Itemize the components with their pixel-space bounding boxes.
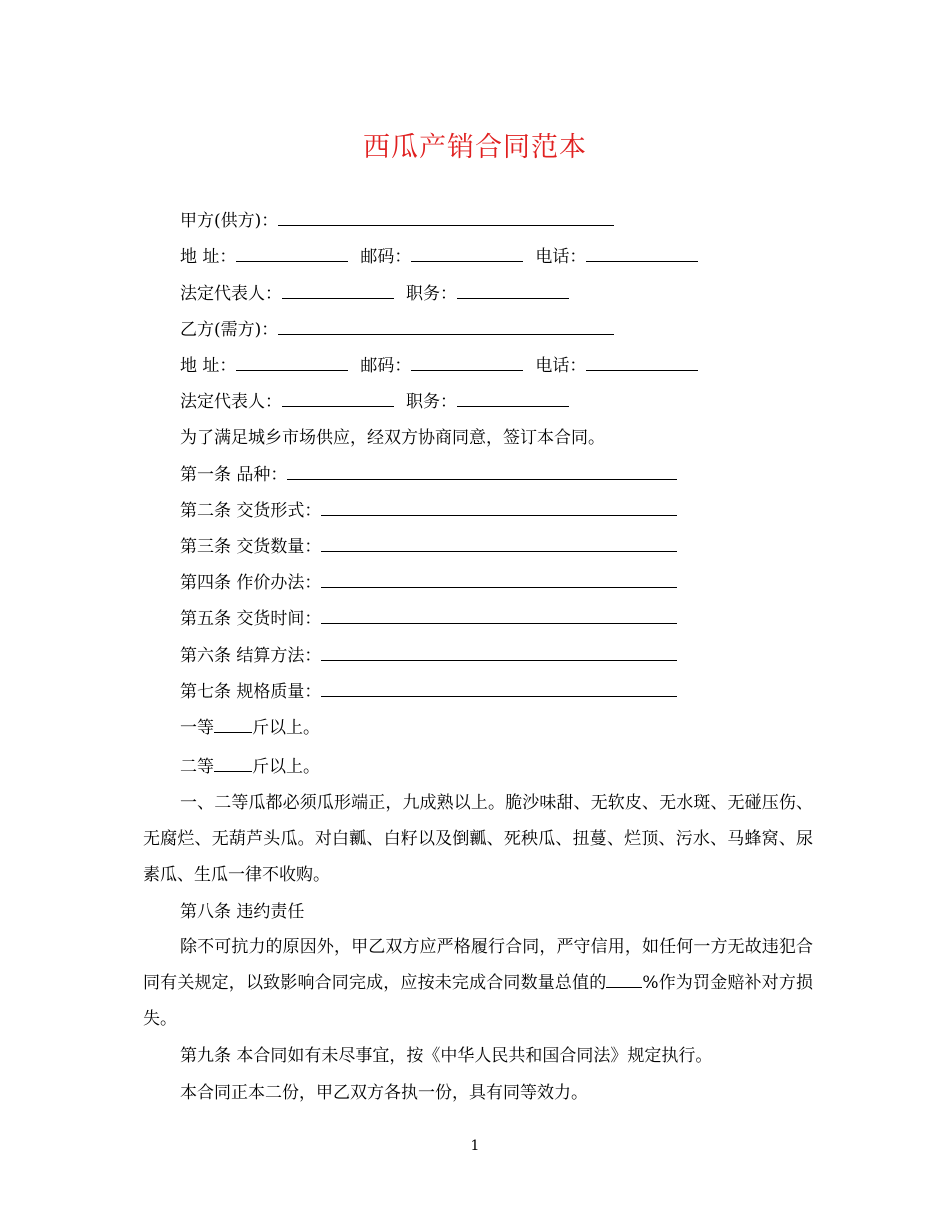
article-3-line bbox=[180, 535, 677, 559]
party-a-rep-label: 法定代表人： bbox=[180, 284, 282, 304]
article-2-line bbox=[180, 499, 677, 523]
party-a-name-blank[interactable] bbox=[278, 209, 614, 226]
article-6-label: 第六条 结算方法： bbox=[180, 646, 322, 666]
party-b-postcode-label: 邮码： bbox=[360, 356, 412, 376]
article-8-title: 第八条 违约责任 bbox=[180, 902, 305, 922]
intro-text: 为了满足城乡市场供应，经双方协商同意，签订本合同。 bbox=[180, 428, 605, 448]
grade-1-line bbox=[180, 716, 320, 740]
article-4-label: 第四条 作价办法： bbox=[180, 573, 322, 593]
party-b-phone-label: 电话： bbox=[535, 356, 587, 376]
party-b-phone-blank[interactable] bbox=[586, 354, 698, 371]
article-5-label: 第五条 交货时间： bbox=[180, 609, 322, 629]
grade-1-suffix: 斤以上。 bbox=[252, 718, 320, 738]
article-8-paragraph bbox=[143, 929, 813, 1037]
article-5-blank[interactable] bbox=[321, 607, 677, 624]
party-a-postcode-blank[interactable] bbox=[411, 245, 523, 262]
article-4-line bbox=[180, 571, 677, 595]
grade-2-suffix: 斤以上。 bbox=[252, 757, 320, 777]
party-a-position-label: 职务： bbox=[406, 284, 457, 304]
party-a-phone-label: 电话： bbox=[535, 247, 587, 267]
party-a-position-blank[interactable] bbox=[457, 282, 569, 299]
party-b-rep-line bbox=[180, 390, 569, 414]
party-b-postcode-blank[interactable] bbox=[411, 354, 523, 371]
article-6-line bbox=[180, 644, 677, 668]
grade-1-blank[interactable] bbox=[214, 716, 252, 733]
party-b-rep-label: 法定代表人： bbox=[180, 392, 282, 412]
article-3-blank[interactable] bbox=[321, 535, 677, 552]
article-1-blank[interactable] bbox=[287, 463, 677, 480]
party-b-name-blank[interactable] bbox=[278, 318, 614, 335]
article-3-label: 第三条 交货数量： bbox=[180, 537, 322, 557]
party-a-address-label: 地 址： bbox=[180, 247, 237, 267]
quality-paragraph: 一、二等瓜都必须瓜形端正，九成熟以上。脆沙味甜、无软皮、无水斑、无碰压伤、无腐烂、无葫芦头瓜。对白瓤、白籽以及倒瓤、死秧瓜、扭蔓、烂顶、污水、马蜂窝、尿素瓜、生瓜一律不收购。 bbox=[143, 793, 813, 885]
party-b-address-line bbox=[180, 354, 698, 378]
article-1-line bbox=[180, 463, 677, 487]
article-1-label: 第一条 品种： bbox=[180, 465, 288, 485]
party-a-rep-blank[interactable] bbox=[282, 282, 394, 299]
article-7-label: 第七条 规格质量： bbox=[180, 682, 322, 702]
article-7-line bbox=[180, 680, 677, 704]
article-2-label: 第二条 交货形式： bbox=[180, 501, 322, 521]
party-a-phone-blank[interactable] bbox=[586, 245, 698, 262]
party-a-name-label: 甲方(供方)： bbox=[180, 211, 279, 231]
grade-2-blank[interactable] bbox=[214, 755, 252, 772]
article-8-text-after: %作为罚金赔补对方损失。 bbox=[143, 973, 814, 1029]
party-b-name-line bbox=[180, 318, 614, 342]
page-title: 西瓜产销合同范本 bbox=[363, 132, 587, 163]
grade-1-prefix: 一等 bbox=[180, 718, 214, 738]
party-b-position-label: 职务： bbox=[406, 392, 457, 412]
party-a-name-line bbox=[180, 209, 614, 233]
article-7-blank[interactable] bbox=[321, 680, 677, 697]
party-b-name-label: 乙方(需方)： bbox=[180, 320, 279, 340]
article-4-blank[interactable] bbox=[321, 571, 677, 588]
article-5-line bbox=[180, 607, 677, 631]
grade-2-line bbox=[180, 755, 320, 779]
article-8-percent-blank[interactable] bbox=[606, 971, 642, 988]
party-a-rep-line bbox=[180, 282, 569, 306]
party-a-address-blank[interactable] bbox=[236, 245, 348, 262]
article-8-text-before: 除不可抗力的原因外，甲乙双方应严格履行合同，严守信用，如任何一方无故违犯合同有关规定，以致影响合同完成，应按未完成合同数量总值的 bbox=[143, 937, 813, 993]
article-9-text: 第九条 本合同如有未尽事宜，按《中华人民共和国合同法》规定执行。 bbox=[180, 1046, 713, 1066]
party-b-address-blank[interactable] bbox=[236, 354, 348, 371]
party-a-postcode-label: 邮码： bbox=[360, 247, 412, 267]
party-b-rep-blank[interactable] bbox=[282, 390, 394, 407]
party-a-address-line bbox=[180, 245, 698, 269]
party-b-position-blank[interactable] bbox=[457, 390, 569, 407]
article-6-blank[interactable] bbox=[321, 644, 677, 661]
grade-2-prefix: 二等 bbox=[180, 757, 214, 777]
page-number: 1 bbox=[470, 1138, 480, 1154]
party-b-address-label: 地 址： bbox=[180, 356, 237, 376]
article-2-blank[interactable] bbox=[321, 499, 677, 516]
closing-text: 本合同正本二份，甲乙双方各执一份，具有同等效力。 bbox=[180, 1083, 588, 1103]
